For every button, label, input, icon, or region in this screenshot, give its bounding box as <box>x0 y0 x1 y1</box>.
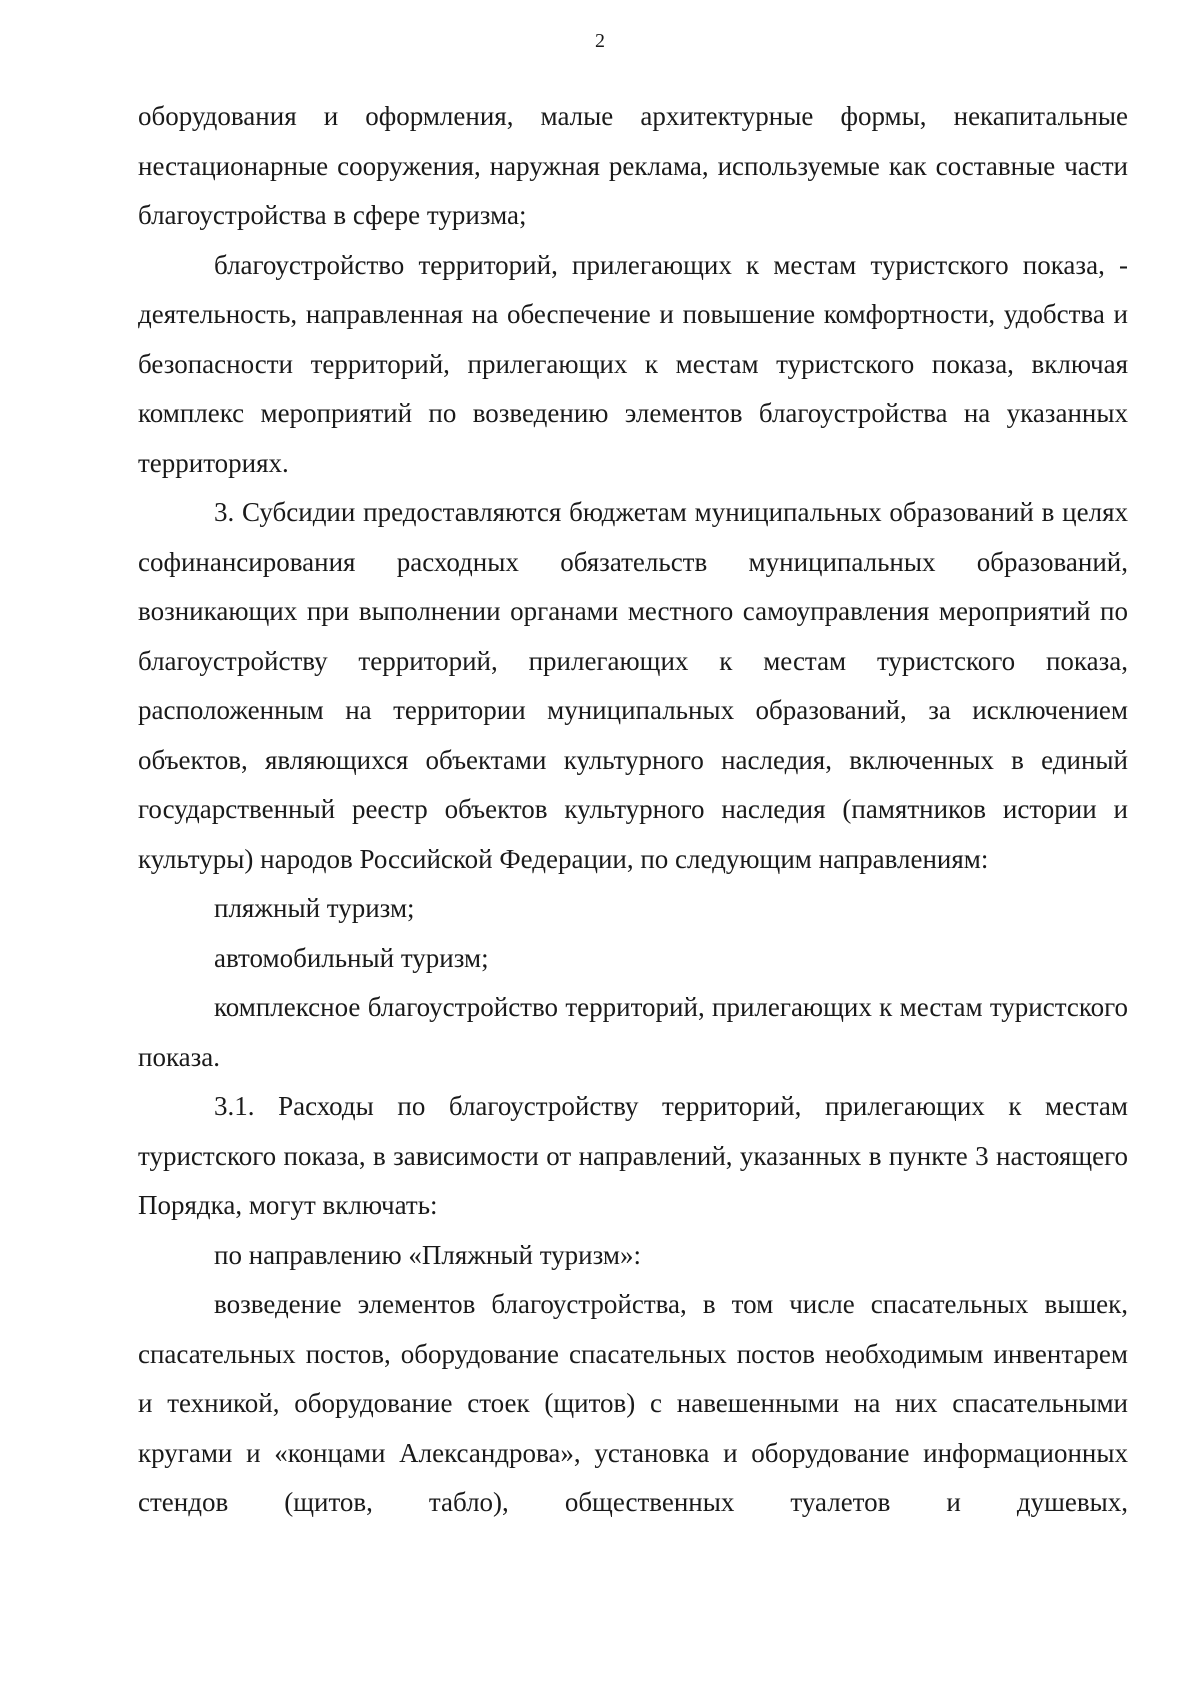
paragraph-3: 3. Субсидии предоставляются бюджетам муниципальных образований в целях софинансирования расходных обязательств муниципальных образований, возникающих при выполнении органами местного самоуправления мероприятий по благоустройству территорий, прилегающих к местам туристского показа, расположенным на территории муниципальных образований, за исключением объектов, являющихся объектами культурного наследия, включенных в единый государственный реестр объектов культурного наследия (памятников истории и культуры) народов Российской Федерации, по следующим направлениям: <box>138 497 1128 874</box>
page-number: 2 <box>595 30 605 52</box>
list-item-complex-improvement: комплексное благоустройство территорий, прилегающих к местам туристского показа. <box>138 992 1128 1072</box>
subheading-beach-tourism: по направлению «Пляжный туризм»: <box>214 1239 641 1270</box>
document-body <box>138 92 1128 1528</box>
list-item-auto-tourism: автомобильный туризм; <box>214 942 489 973</box>
paragraph-definition: благоустройство территорий, прилегающих к местам туристского показа, - деятельность, направленная на обеспечение и повышение комфортности, удобства и безопасности территорий, прилегающих к местам туристского показа, включая комплекс мероприятий по возведению элементов благоустройства на указанных территориях. <box>138 249 1128 478</box>
list-item-beach-tourism: пляжный туризм; <box>214 893 415 923</box>
paragraph-3-1: 3.1. Расходы по благоустройству территорий, прилегающих к местам туристского показа, в зависимости от направлений, указанных в пункте 3 настоящего Порядка, могут включать: <box>138 1091 1128 1220</box>
paragraph-beach-expenses: возведение элементов благоустройства, в том числе спасательных вышек, спасательных постов, оборудование спасательных постов необходимым инвентарем и техникой, оборудование стоек (щитов) с навешенными на них спасательными кругами и «концами Александрова», установка и оборудование информационных стендов (щитов, табло), общественных туалетов и душевых, <box>138 1289 1128 1517</box>
paragraph-continuation: оборудования и оформления, малые архитектурные формы, некапитальные нестационарные сооружения, наружная реклама, используемые как составные части благоустройства в сфере туризма; <box>138 101 1128 230</box>
